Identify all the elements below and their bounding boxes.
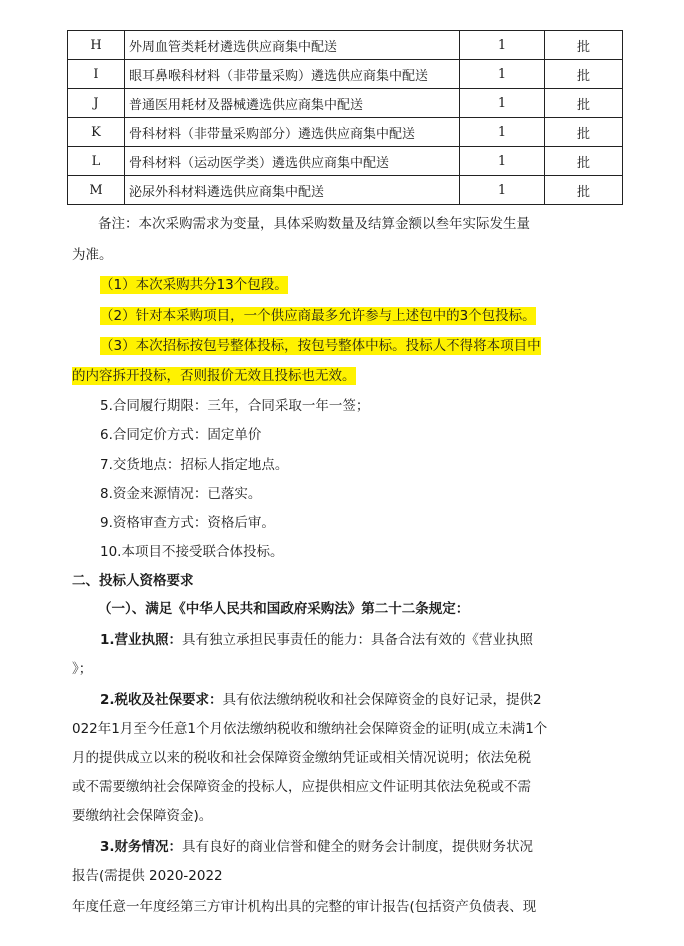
item-6: 6.合同定价方式：固定单价: [100, 427, 262, 443]
row-unit: 批: [545, 147, 623, 176]
table-body: [68, 31, 623, 205]
qual-2-line-3: 月的提供成立以来的税收和社会保障资金缴纳凭证或相关情况说明；依法免税: [72, 750, 531, 766]
qual-3-text: 具有良好的商业信誉和健全的财务会计制度，提供财务状况: [182, 839, 534, 855]
highlight-text-3a: （3）本次招标按包号整体投标，按包号整体中标。投标人不得将本项目中: [100, 338, 541, 354]
row-quantity: 1: [460, 60, 545, 89]
qual-2-line-5: 要缴纳社会保障资金)。: [72, 808, 213, 824]
highlight-para-2: [100, 305, 640, 327]
row-name: 外周血管类耗材遴选供应商集中配送: [125, 31, 460, 60]
qual-2-line-4: 或不需要缴纳社会保障资金的投标人，应提供相应文件证明其依法免税或不需: [72, 779, 531, 795]
row-unit: 批: [545, 89, 623, 118]
qual-2-label: 2.税收及社保要求：: [100, 692, 223, 708]
row-name: 泌尿外科材料遴选供应商集中配送: [125, 176, 460, 205]
qual-2-text: 具有依法缴纳税收和社会保障资金的良好记录，提供2: [222, 692, 542, 708]
highlight-para-3: [100, 335, 640, 357]
item-5: 5.合同履行期限：三年，合同采取一年一签；: [100, 398, 370, 414]
table-row: [68, 31, 623, 60]
subsection-heading: （一）、满足《中华人民共和国政府采购法》第二十二条规定：: [98, 601, 470, 617]
row-code: L: [68, 147, 125, 176]
qual-1-label: 1.营业执照：: [100, 632, 183, 648]
row-code: H: [68, 31, 125, 60]
highlight-text-2: （2）针对本采购项目，一个供应商最多允许参与上述包中的3个包投标。: [100, 308, 536, 324]
qual-2: [100, 689, 640, 711]
row-name: 眼耳鼻喉科材料（非带量采购）遴选供应商集中配送: [125, 60, 460, 89]
table-row: [68, 147, 623, 176]
table-row: [68, 176, 623, 205]
item-10: 10.本项目不接受联合体投标。: [100, 544, 284, 560]
item-8: 8.资金来源情况：已落实。: [100, 486, 262, 502]
row-unit: 批: [545, 31, 623, 60]
highlight-para-3-cont: [72, 365, 612, 387]
section-heading: 二、投标人资格要求: [72, 573, 194, 589]
row-quantity: 1: [460, 176, 545, 205]
highlight-text-1: （1）本次采购共分13个包段。: [100, 277, 288, 293]
qual-1-cont: 》；: [72, 661, 93, 677]
row-code: M: [68, 176, 125, 205]
row-quantity: 1: [460, 31, 545, 60]
qual-3-label: 3.财务情况：: [100, 839, 183, 855]
row-quantity: 1: [460, 89, 545, 118]
row-unit: 批: [545, 176, 623, 205]
item-7: 7.交货地点：招标人指定地点。: [100, 457, 289, 473]
row-name: 骨科材料（非带量采购部分）遴选供应商集中配送: [125, 118, 460, 147]
qual-1-text: 具有独立承担民事责任的能力：具备合法有效的《营业执照: [182, 632, 534, 648]
item-9: 9.资格审查方式：资格后审。: [100, 515, 275, 531]
table-row: [68, 60, 623, 89]
row-code: J: [68, 89, 125, 118]
row-quantity: 1: [460, 147, 545, 176]
table-row: [68, 118, 623, 147]
highlight-text-3b: 的内容拆开投标，否则报价无效且投标也无效。: [72, 368, 356, 384]
note-line-2: 为准。: [72, 247, 113, 263]
row-quantity: 1: [460, 118, 545, 147]
row-unit: 批: [545, 118, 623, 147]
procurement-items-table: [67, 30, 623, 205]
qual-3-line-3: 年度任意一年度经第三方审计机构出具的完整的审计报告(包括资产负债表、现: [72, 899, 537, 915]
row-unit: 批: [545, 60, 623, 89]
row-name: 骨科材料（运动医学类）遴选供应商集中配送: [125, 147, 460, 176]
qual-3: [100, 836, 640, 858]
row-name: 普通医用耗材及器械遴选供应商集中配送: [125, 89, 460, 118]
row-code: I: [68, 60, 125, 89]
qual-2-line-2: 022年1月至今任意1个月依法缴纳税收和缴纳社会保障资金的证明(成立未满1个: [72, 721, 548, 737]
table-row: [68, 89, 623, 118]
qual-1: [100, 629, 640, 651]
note-line-1: 备注：本次采购需求为变量，具体采购数量及结算金额以叁年实际发生量: [98, 216, 530, 232]
qual-3-line-2: 报告(需提供 2020-2022: [72, 868, 223, 884]
row-code: K: [68, 118, 125, 147]
highlight-para-1: [100, 274, 640, 296]
